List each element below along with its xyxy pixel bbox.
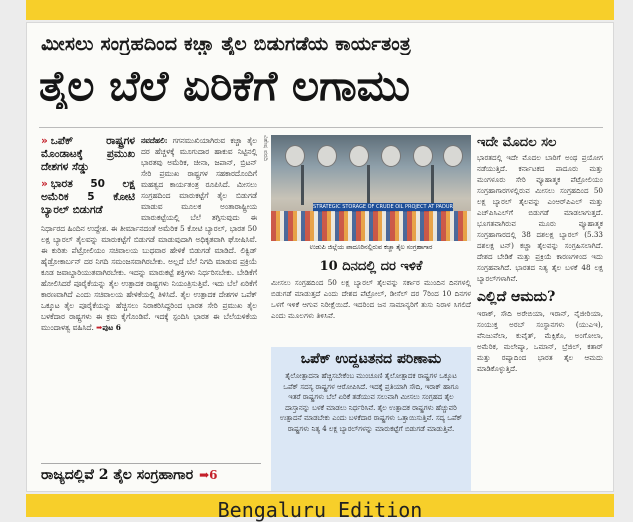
photo-tank <box>443 145 463 167</box>
highlight-bullets <box>41 135 135 221</box>
right-subhead: ಎಲ್ಲಿದೆ ಆಮದು? <box>477 289 556 305</box>
photo-banner: STRATEGIC STORAGE OF CRUDE OIL PROJECT AT PADUR <box>313 204 453 210</box>
article-headline: ತೈಲ ಬೆಲೆ ಏರಿಕೆಗೆ ಲಗಾಮು <box>39 63 410 109</box>
photo-tank <box>413 145 433 167</box>
photo-caption: ಉಡುಪಿ ಜಿಲ್ಲೆಯ ಪಾದೂರಿನಲ್ಲಿರುವ ಕಚ್ಚಾ ತೈಲ ಸಂಗ್ರಹಾಗಾರ <box>309 243 433 251</box>
bullet-marker-icon: » <box>41 178 48 190</box>
top-yellow-bar <box>26 0 614 20</box>
center-body-text: ಮೀಸಲು ಸಂಗ್ರಹದಿಂದ 50 ಲಕ್ಷ ಬ್ಯಾರಲ್ ತೈಲವನ್ನು ಸರ್ಕಾರ ಮುಂದಿನ ದಿನಗಳಲ್ಲಿ ಬಿಡುಗಡೆ ಮಾಡುತ್ತದೆ ಎಂದು ದೇಶದ ಪೆಟ್ರೋಲ್, ಡೀಸೆಲ್ ದರ 7ರಿಂದ 10 ದಿನಗಳ ಒಳಗೆ ಇಳಿಕೆ ಆಗುವ ನಿರೀಕ್ಷೆಯಿದೆ. ಇದರಿಂದ ಜನ ಸಾಮಾನ್ಯರಿಗೆ ತುಸು ನಿರಾಳ ಸಿಗಲಿದೆ ಎಂದು ಮೂಲಗಳು ತಿಳಿಸಿವೆ. <box>271 278 471 320</box>
column-label: ವಿಶೇಷ ವರದಿ <box>262 135 269 162</box>
highlight-bullet: » ಭಾರತ 50 ಲಕ್ಷ ಅಮೆರಿಕ 5 ಕೋಟಿ ಬ್ಯಾರಲ್ ಬಿಡುಗಡೆ <box>41 178 135 216</box>
jump-arrow-icon: ➡ <box>96 323 103 332</box>
continued-on-page: ➡ಪುಟ 6 <box>96 323 121 332</box>
right-column <box>477 135 603 490</box>
photo-tank <box>381 145 401 167</box>
photo-tank <box>317 145 337 167</box>
photo-tank <box>285 145 305 167</box>
dateline: ನವದೆಹಲಿ: <box>141 136 168 145</box>
photo-tank <box>349 145 369 167</box>
left-column <box>41 135 257 460</box>
center-subhead: 10 ದಿನದಲ್ಲಿ ದರ ಇಳಿಕೆ <box>319 259 423 274</box>
headline-rule <box>39 127 603 128</box>
bullet-marker-icon: » <box>41 135 48 147</box>
photo-pipe <box>367 165 370 205</box>
edition-label: Bengaluru Edition <box>217 498 423 522</box>
right-body-text-2: ಇರಾಕ್, ಸೌದಿ ಅರೇಬಿಯಾ, ಇರಾನ್, ನೈಜೀರಿಯಾ, ಸಂಯುಕ್ತ ಅರಬ್ ಸಂಸ್ಥಾನಗಳು (ಯುಎಇ), ವೆನಿಜುವೆಲಾ, ಕುವೈತ್, ಮೆಕ್ಸಿಕೊ, ಅಂಗೋಲಾ, ಅಮೆರಿಕ, ಮಲೇಷ್ಯಾ, ಒಮಾನ್, ಬ್ರೆಜಿಲ್, ಕತಾರ್ ಮತ್ತು ರಷ್ಯಾದಿಂದ ಭಾರತ ತೈಲ ಆಮದು ಮಾಡಿಕೊಳ್ಳುತ್ತಿದೆ. <box>477 309 603 373</box>
related-story-headline: ರಾಜ್ಯದಲ್ಲಿವೆ 2 ತೈಲ ಸಂಗ್ರಹಾಗಾರ ➡6 <box>41 467 218 483</box>
photo-crowd <box>271 211 471 241</box>
right-body-text: ಭಾರತದಲ್ಲಿ ಇದೇ ಮೊದಲ ಬಾರಿಗೆ ಅಂಥ ಪ್ರಯೋಗ ನಡೆಯುತ್ತಿದೆ. ಕರ್ನಾಟಕದ ಪಾದೂರು ಮತ್ತು ಮಂಗಳೂರು ಸೇರಿ ವ್ಯೂಹಾತ್ಮಕ ಪೆಟ್ರೋಲಿಯಂ ಸಂಗ್ರಹಾಗಾರಗಳಲ್ಲಿರುವ ಮೀಸಲು ಸಂಗ್ರಹದಿಂದ 50 ಲಕ್ಷ ಬ್ಯಾರಲ್ ತೈಲವನ್ನು ಎಂಆರ್‌ಪಿಎಲ್ ಮತ್ತು ಎಚ್‌ಪಿಸಿಎಲ್‌ಗೆ ಬಿಡುಗಡೆ ಮಾಡಲಾಗುತ್ತದೆ. ಭೂಗತವಾಗಿರುವ ಮೂರು ವ್ಯೂಹಾತ್ಮಕ ಸಂಗ್ರಹಾಗಾರದಲ್ಲಿ 38 ದಶಲಕ್ಷ ಬ್ಯಾರಲ್ (5.33 ದಶಲಕ್ಷ ಟನ್) ಕಚ್ಚಾ ತೈಲವನ್ನು ಸಂಗ್ರಹಿಸಲಾಗಿದೆ. ದೇಶದ ಬೇಡಿಕೆ ಮತ್ತು ಪ್ರಕ್ರಿಯೆ ಕಾರಣಗಳಿಂದ ಇದು ಸಂಗ್ರಹವಾಗಿದೆ. ಭಾರತದ ನಿತ್ಯ ತೈಲ ಬಳಕೆ 48 ಲಕ್ಷ ಬ್ಯಾರಲ್‌ಗಳಾಗಿವೆ. <box>477 153 603 283</box>
storage-facility-photo <box>271 135 471 241</box>
left-body-text: ಗಗನಮುಖಿಯಾಗಿರುವ ಕಚ್ಚಾ ತೈಲ ದರ ಹೆಚ್ಚಳಕ್ಕೆ ಮೂಗುದಾರ ಹಾಕುವ ನಿಟ್ಟಿನಲ್ಲಿ ಭಾರತವು ಅಮೆರಿಕ, ಚೀನಾ, ಜಪಾನ್, ಬ್ರಿಟನ್ ಸೇರಿ ಪ್ರಮುಖ ರಾಷ್ಟ್ರಗಳ ಸಹಕಾರದೊಂದಿಗೆ ಮಹತ್ವದ ಕಾರ್ಯತಂತ್ರ ರೂಪಿಸಿದೆ. ಮೀಸಲು ಸಂಗ್ರಹದಿಂದ ಮಾರುಕಟ್ಟೆಗೆ ತೈಲ ಬಿಡುಗಡೆ ಮಾಡುವ ಮೂಲಕ ಅಂತಾರಾಷ್ಟ್ರೀಯ ಮಾರುಕಟ್ಟೆಯಲ್ಲಿ ಬೆಲೆ ತಗ್ಗಿಸುವುದು ಈ ನಿರ್ಧಾರದ ಹಿಂದಿನ ಉದ್ದೇಶ. ಈ ತೀರ್ಮಾನದಂತೆ ಅಮೆರಿಕ 5 ಕೋಟಿ ಬ್ಯಾರಲ್, ಭಾರತ 50 ಲಕ್ಷ ಬ್ಯಾರಲ್ ತೈಲವನ್ನು ಮಾರುಕಟ್ಟೆಗೆ ಬಿಡುಗಡೆ ಮಾಡುವುದಾಗಿ ಅಧಿಕೃತವಾಗಿ ಘೋಷಿಸಿವೆ. ಈ ಕುರಿತು ಪೆಟ್ರೋಲಿಯಂ ಸಚಿವಾಲಯ ಬುಧವಾರ ಹೇಳಿಕೆ ಬಿಡುಗಡೆ ಮಾಡಿದೆ. ಲಿಕ್ವಿಡ್ ಹೈಡ್ರೋಕಾರ್ಬನ್ ದರ ನಿಗದಿ ಸಮಂಜಸವಾಗಿರಬೇಕು. ಅಲ್ಲದೆ ಬೆಲೆ ನಿಗದಿ ಮಾಡುವ ಪ್ರಕ್ರಿಯೆ ಕೂಡ ಜವಾಬ್ದಾರಿಯುತವಾಗಿರಬೇಕು. ಇದನ್ನು ಮಾರುಕಟ್ಟೆ ಶಕ್ತಿಗಳು ನಿರ್ಧರಿಸಬೇಕು. ಬೇಡಿಕೆಗೆ ಹೋಲಿಸಿದರೆ ಪೂರೈಕೆಯನ್ನು ತೈಲ ಉತ್ಪಾದಕ ರಾಷ್ಟ್ರಗಳು ನಿಯಂತ್ರಿಸುತ್ತಿವೆ. ಇದು ಬೆಲೆ ಏರಿಕೆಗೆ ಕಾರಣವಾಗಿದೆ ಎಂದು ಸಚಿವಾಲಯ ಹೇಳಿಕೆಯಲ್ಲಿ ತಿಳಿಸಿದೆ. ತೈಲ ಉತ್ಪಾದಕ ದೇಶಗಳ ಒಪೆಕ್ ಒಕ್ಕೂಟ ತೈಲ ಪೂರೈಕೆಯನ್ನು ಹೆಚ್ಚಿಸಲು ನಿರಾಕರಿಸಿದ್ದರಿಂದ ಭಾರತ ಸೇರಿ ಪ್ರಮುಖ ತೈಲ ಬಳಕೆದಾರ ರಾಷ್ಟ್ರಗಳು ಈ ಕ್ರಮ ಕೈಗೊಂಡಿವೆ. ಇದಕ್ಕೆ ಸ್ಪಂದಿಸಿ ಭಾರತ ಈ ಬೆಲೆಯಳಿಕೆಯ ಮುಂದಾಳತ್ವ ವಹಿಸಿದೆ. <box>41 136 257 332</box>
newspaper-page <box>26 22 614 492</box>
article-kicker: ಮೀಸಲು ಸಂಗ್ರಹದಿಂದ ಕಚ್ಚಾ ತೈಲ ಬಿಡುಗಡೆಯ ಕಾರ್ಯತಂತ್ರ <box>41 33 411 55</box>
photo-pipe <box>301 165 304 205</box>
right-headline: ಇದೇ ಮೊದಲ ಸಲ <box>477 135 557 150</box>
box-headline: ಒಪೆಕ್ ಉದ್ದಟತನದ ಪರಿಣಾಮ <box>300 351 442 367</box>
photo-pipe <box>431 165 434 205</box>
opec-sidebar-box <box>271 347 471 492</box>
box-body-text: ತೈಲೋತ್ಪಾದನಾ ಹೆಚ್ಚಿಸಬೇಕೆಂಬ ಮುಂಚೂಣಿ ತೈಲೋತ್ಪಾದಕ ರಾಷ್ಟ್ರಗಳ ಒಕ್ಕೂಟ ಒಪೆಕ್ ಸದಸ್ಯ ರಾಷ್ಟ್ರಗಳ ಆರೋಪಿಸಿದೆ. ಇದಕ್ಕೆ ಪ್ರತಿಯಾಗಿ ಸೌದಿ, ಇರಾಕ್ ಹಾಗೂ ಇತರೆ ರಾಷ್ಟ್ರಗಳು ಬೆಲೆ ಏರಿಕೆ ತಡೆಯುವ ಸಲುವಾಗಿ ಮೀಸಲು ಸಂಗ್ರಹದ ತೈಲ ದಾಸ್ತಾನನ್ನು ಬಳಕೆ ಮಾಡಲು ನಿರ್ಧರಿಸಿವೆ. ತೈಲ ಉತ್ಪಾದಕ ರಾಷ್ಟ್ರಗಳು ಹೆಚ್ಚುವರಿ ಉತ್ಪಾದನೆ ಮಾಡಬೇಕು ಎಂದು ಬಳಕೆದಾರ ರಾಷ್ಟ್ರಗಳು ಒತ್ತಾಯಿಸುತ್ತಿವೆ. ಸದ್ಯ ಒಪೆಕ್ ರಾಷ್ಟ್ರಗಳು ನಿತ್ಯ 4 ಲಕ್ಷ ಬ್ಯಾರಲ್‌ಗಳನ್ನು ಮಾರುಕಟ್ಟೆಗೆ ಬಿಡುಗಡೆ ಮಾಡುತ್ತಿವೆ. <box>279 372 463 433</box>
page-reference: ➡6 <box>199 468 218 482</box>
edition-banner <box>26 494 614 522</box>
highlight-bullet: » ಒಪೆಕ್ ರಾಷ್ಟ್ರಗಳ ಮೊಂಡಾಟಕ್ಕೆ ಪ್ರಮುಖ ದೇಶಗಳ ಸೆಡ್ಡು <box>41 135 135 173</box>
